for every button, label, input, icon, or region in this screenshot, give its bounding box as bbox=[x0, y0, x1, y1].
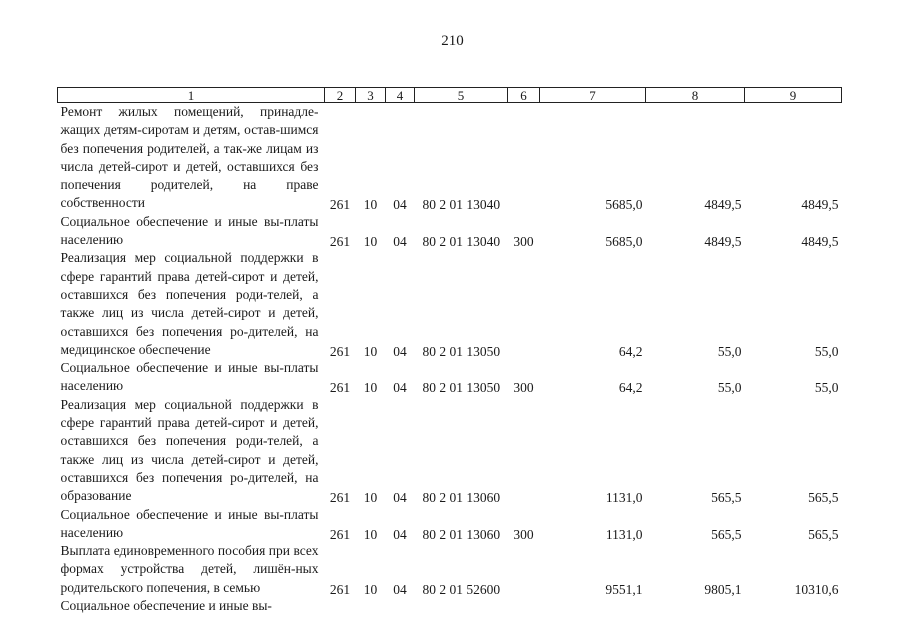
row-amount-8: 9805,1 bbox=[704, 581, 742, 597]
row-section: 10 bbox=[363, 233, 378, 249]
row-target: 80 2 01 13040 bbox=[422, 197, 501, 213]
row-expense-type bbox=[508, 103, 540, 213]
column-header: 7 bbox=[540, 88, 646, 103]
row-description: Реализация мер социальной поддержки в сфере гарантий права детей-сирот и детей, оставшихся без попечения роди-телей, а также лиц из числа детей-сирот и детей, оставшихся без попечения ро-дителей, на образование bbox=[60, 396, 319, 504]
row-amount-8: 55,0 bbox=[717, 380, 742, 396]
row-amount-7: 1131,0 bbox=[605, 526, 643, 542]
table-row bbox=[58, 597, 842, 615]
row-code bbox=[325, 597, 356, 615]
column-header: 5 bbox=[415, 88, 508, 103]
row-amount-9: 4849,5 bbox=[801, 233, 839, 249]
table-row bbox=[58, 213, 842, 250]
row-amount-9: 10310,6 bbox=[794, 581, 839, 597]
row-amount-9: 565,5 bbox=[808, 526, 839, 542]
column-header: 2 bbox=[325, 88, 356, 103]
row-expense-type: 300 bbox=[513, 233, 534, 249]
row-subsection: 04 bbox=[393, 343, 407, 359]
column-header: 8 bbox=[646, 88, 745, 103]
row-target: 80 2 01 13060 bbox=[422, 526, 501, 542]
table-row bbox=[58, 396, 842, 506]
row-target: 80 2 01 13040 bbox=[422, 233, 501, 249]
row-section bbox=[356, 597, 386, 615]
row-subsection: 04 bbox=[393, 581, 407, 597]
row-subsection: 04 bbox=[393, 197, 407, 213]
row-expense-type bbox=[508, 396, 540, 506]
row-amount-7: 64,2 bbox=[618, 343, 643, 359]
row-amount-7: 1131,0 bbox=[605, 490, 643, 506]
row-expense-type bbox=[508, 597, 540, 615]
row-expense-type: 300 bbox=[513, 380, 534, 396]
row-amount-7: 9551,1 bbox=[605, 581, 643, 597]
row-subsection bbox=[386, 597, 415, 615]
row-target bbox=[415, 597, 508, 615]
table-row bbox=[58, 103, 842, 213]
row-section: 10 bbox=[363, 581, 378, 597]
row-subsection: 04 bbox=[393, 380, 407, 396]
row-subsection: 04 bbox=[393, 526, 407, 542]
row-code: 261 bbox=[329, 490, 351, 506]
row-expense-type bbox=[508, 249, 540, 359]
header-row bbox=[58, 88, 842, 103]
row-amount-7: 5685,0 bbox=[605, 233, 643, 249]
row-description: Ремонт жилых помещений, принадле-жащих детям-сиротам и детям, остав-шимся без попечения родителей, а так-же лицам из числа детей-сирот и детей, оставшихся без попечения родителей, на праве собственности bbox=[60, 104, 319, 211]
row-amount-9 bbox=[745, 597, 842, 615]
row-target: 80 2 01 52600 bbox=[422, 581, 501, 597]
column-header: 4 bbox=[386, 88, 415, 103]
row-amount-8: 565,5 bbox=[711, 526, 742, 542]
column-header: 1 bbox=[58, 88, 325, 103]
page-number: 210 bbox=[441, 33, 464, 49]
row-section: 10 bbox=[363, 490, 378, 506]
row-amount-8 bbox=[646, 597, 745, 615]
row-amount-8: 4849,5 bbox=[704, 197, 742, 213]
row-section: 10 bbox=[363, 197, 378, 213]
table-row bbox=[58, 249, 842, 359]
row-amount-9: 4849,5 bbox=[801, 197, 839, 213]
row-amount-9: 55,0 bbox=[814, 380, 839, 396]
table-row bbox=[58, 506, 842, 543]
column-header: 6 bbox=[508, 88, 540, 103]
row-description: Социальное обеспечение и иные вы-платы населению bbox=[60, 506, 319, 540]
row-subsection: 04 bbox=[393, 233, 407, 249]
row-description: Социальное обеспечение и иные вы- bbox=[60, 598, 272, 614]
row-section: 10 bbox=[363, 526, 378, 542]
row-code: 261 bbox=[329, 526, 351, 542]
budget-table bbox=[57, 87, 842, 615]
row-amount-8: 55,0 bbox=[717, 343, 742, 359]
table-row bbox=[58, 542, 842, 597]
table-row bbox=[58, 359, 842, 396]
row-description: Выплата единовременного пособия при всех формах устройства детей, лишён-ных родительского попечения, в семью bbox=[60, 543, 319, 595]
row-description: Социальное обеспечение и иные вы-платы населению bbox=[60, 360, 319, 394]
row-amount-7: 64,2 bbox=[618, 380, 643, 396]
row-target: 80 2 01 13050 bbox=[422, 343, 501, 359]
row-code: 261 bbox=[329, 581, 351, 597]
row-amount-7: 5685,0 bbox=[605, 197, 643, 213]
row-target: 80 2 01 13060 bbox=[422, 490, 501, 506]
row-code: 261 bbox=[329, 233, 351, 249]
row-code: 261 bbox=[329, 343, 351, 359]
row-section: 10 bbox=[363, 380, 378, 396]
column-header: 3 bbox=[356, 88, 386, 103]
row-code: 261 bbox=[329, 380, 351, 396]
row-amount-9: 55,0 bbox=[814, 343, 839, 359]
row-amount-8: 4849,5 bbox=[704, 233, 742, 249]
row-code: 261 bbox=[329, 197, 351, 213]
row-target: 80 2 01 13050 bbox=[422, 380, 501, 396]
column-header: 9 bbox=[745, 88, 842, 103]
row-section: 10 bbox=[363, 343, 378, 359]
row-description: Реализация мер социальной поддержки в сфере гарантий права детей-сирот и детей, оставшихся без попечения роди-телей, а также лиц из числа детей-сирот и детей, оставшихся без попечения ро-дителей, на медицинское обеспечение bbox=[60, 250, 319, 357]
row-subsection: 04 bbox=[393, 490, 407, 506]
row-description: Социальное обеспечение и иные вы-платы населению bbox=[60, 213, 319, 248]
row-expense-type: 300 bbox=[513, 526, 534, 542]
row-expense-type bbox=[508, 542, 540, 597]
row-amount-7 bbox=[540, 597, 646, 615]
row-amount-9: 565,5 bbox=[808, 490, 839, 506]
row-amount-8: 565,5 bbox=[711, 490, 742, 506]
